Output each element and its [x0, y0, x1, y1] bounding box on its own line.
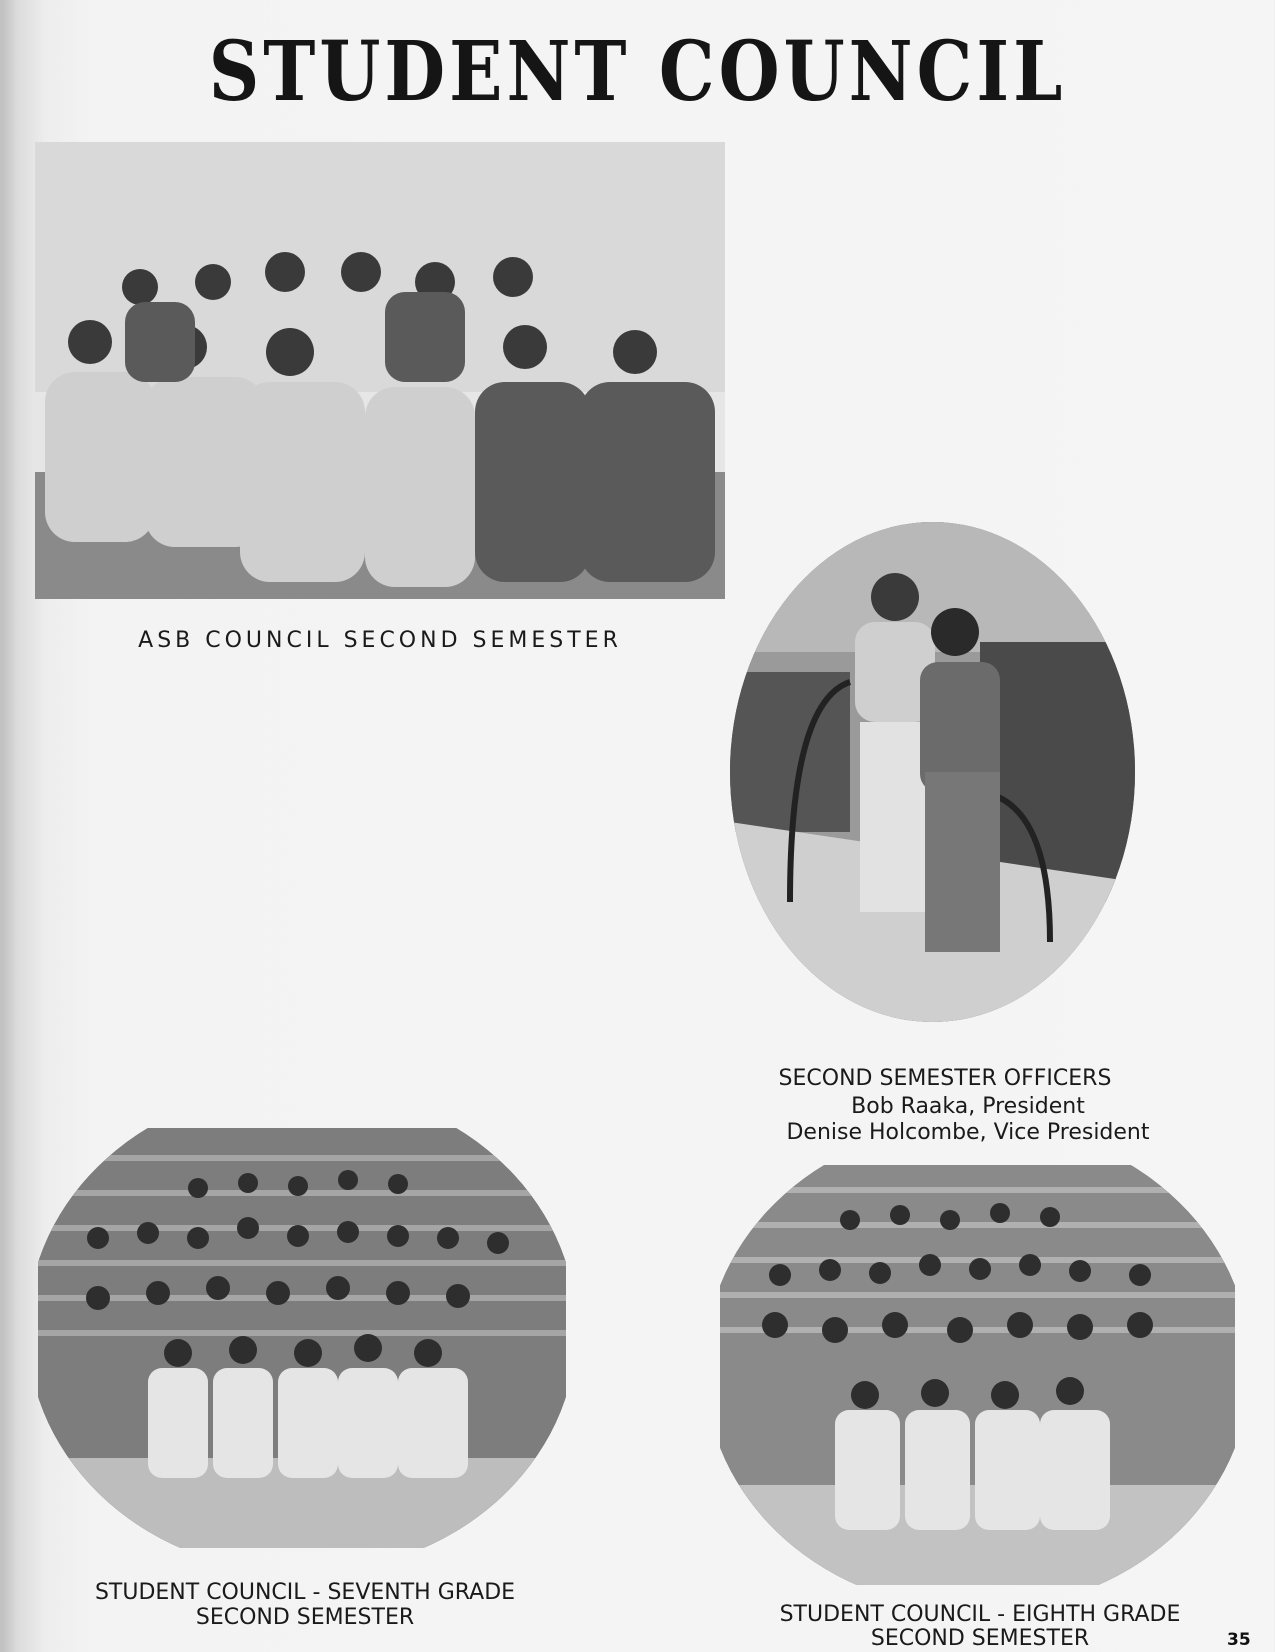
seventh-grade-caption-line1: STUDENT COUNCIL - SEVENTH GRADE — [94, 1580, 516, 1605]
eighth-grade-council-photo — [720, 1165, 1235, 1585]
asb-council-caption: ASB COUNCIL SECOND SEMESTER — [138, 628, 622, 653]
officers-caption: SECOND SEMESTER OFFICERS — [778, 1066, 1112, 1091]
officer-vice-president-name: Denise Holcombe, Vice President — [786, 1120, 1150, 1145]
asb-council-photo — [35, 142, 725, 599]
eighth-grade-caption-line1: STUDENT COUNCIL - EIGHTH GRADE — [779, 1602, 1181, 1627]
officer-president-name: Bob Raaka, President — [851, 1094, 1085, 1119]
seventh-grade-council-photo — [38, 1128, 566, 1548]
page-number: 35 — [1227, 1630, 1251, 1650]
officers-photo — [730, 522, 1135, 1022]
page-title: STUDENT COUNCIL — [208, 22, 1067, 120]
eighth-grade-caption-line2: SECOND SEMESTER — [870, 1626, 1090, 1651]
seventh-grade-caption-line2: SECOND SEMESTER — [195, 1605, 415, 1630]
